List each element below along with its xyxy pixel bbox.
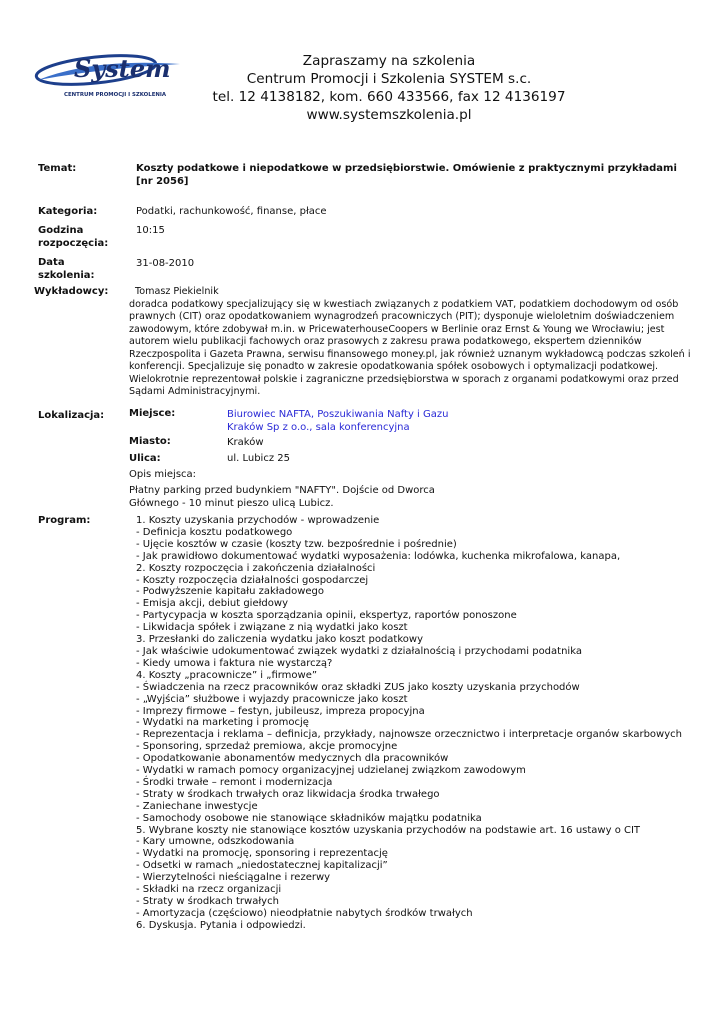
location-label: Lokalizacja: [38,410,105,421]
topic-label: Temat: [38,163,77,174]
header-website: www.systemszkolenia.pl [306,107,472,123]
place-value-line1[interactable]: Biurowiec NAFTA, Poszukiwania Nafty i Gazu [227,409,449,420]
header-contact: tel. 12 4138182, kom. 660 433566, fax 12 4136197 [212,89,566,105]
start-time-label [38,225,108,250]
place-value[interactable] [227,409,448,434]
logo-tagline: CENTRUM PROMOCJI I SZKOLENIA [64,92,167,98]
program-item: - Samochody osobowe nie stanowiące składników majątku podatnika [136,812,482,824]
program-label: Program: [38,515,91,526]
lecturer-name: Tomasz Piekielnik [135,286,219,297]
category-label: Kategoria: [38,206,98,217]
program-item: - Straty w środkach trwałych [136,896,279,907]
program-item: - Likwidacja spółek i związane z nią wydatki jako koszt [136,622,408,634]
place-description-label: Opis miejsca: [129,469,197,480]
program-item: - Opodatkowanie abonamentów medycznych dla pracowników [136,753,449,765]
header-company: Centrum Promocji i Szkolenia SYSTEM s.c. [246,71,532,87]
program-item: - Wydatki na promocję, sponsoring i reprezentację [136,848,388,860]
city-label: Miasto: [129,436,171,447]
street-label: Ulica: [129,453,161,464]
program-item: 2. Koszty rozpoczęcia i zakończenia działalności [136,562,376,574]
date-label-line1: Data [38,257,65,268]
program-item: - Kiedy umowa i faktura nie wystarczą? [136,657,333,669]
program-item: 1. Koszty uzyskania przychodów - wprowadzenie [136,515,380,526]
program-item: - Odsetki w ramach „niedostatecznej kapitalizacji” [136,860,388,872]
program-item: - Amortyzacja (częściowo) nieodpłatnie nabytych środków trwałych [136,907,473,919]
date-value: 31-08-2010 [136,258,195,269]
logo-brand-text: System [74,54,171,83]
lecturer-block [129,286,694,399]
start-time-label-line2: rozpoczęcia: [38,237,109,249]
program-item: - Jak właściwie udokumentować związek wydatki z działalnością i przychodami podatnika [136,645,582,657]
system-logo-graphic [34,50,184,100]
program-item: - Jak prawidłowo dokumentować wydatki wyposażenia: lodówka, kuchenka mikrofalowa, kanapa, [136,550,621,562]
date-label-line2: szkolenia: [38,269,95,281]
program-item: - Partycypacja w koszta sporządzania opinii, ekspertyz, raportów ponoszone [136,610,517,622]
header-invitation: Zapraszamy na szkolenia [302,53,476,69]
place-label: Miejsce: [129,408,176,419]
program-item: - Środki trwałe – remont i modernizacja [136,776,333,788]
start-time-label-line1: Godzina [38,225,84,236]
date-label [38,257,95,282]
program-item: - Sponsoring, sprzedaż premiowa, akcje promocyjne [136,741,398,753]
program-item: - Imprezy firmowe – festyn, jubileusz, impreza propocyjna [136,705,425,717]
start-time-value: 10:15 [136,225,165,236]
program-list [136,515,682,932]
program-item: - Świadczenia na rzecz pracowników oraz składki ZUS jako koszty uzyskania przychodów [136,681,580,693]
program-item: - Definicja kosztu podatkowego [136,526,293,538]
program-item: - Reprezentacja i reklama – definicja, przykłady, najnowsze orzecznictwo i interpretacje organów skarbowych [136,729,682,741]
lecturer-bio: doradca podatkowy specjalizujący się w kwestiach związanych z podatkiem VAT, podatkiem dochodowym od osób prawnych (CIT) oraz opodatkowaniem wynagrodzeń pracowniczych (PIT); dysponuje wieloletnim doświadczeniem zawodowym, które zdobywał m.in. w PricewaterhouseCoopers w Berlinie oraz Ernst & Young we Wrocławiu; jest autorem wielu publikacji fachowych oraz prasowych z zakresu prawa podatkowego, ekspertem dzienników Rzeczpospolita i Gazeta Prawna, serwisu finansowego money.pl, jak również uznanym wykładowcą podczas szkoleń i konferencji. Specjalizuje się ponadto w zakresie opodatkowania spółek osobowych i optymalizacji podatkowej. Wielokrotnie reprezentował polskie i zagraniczne przedsiębiorstwa w sporach z organami podatkowymi oraz przed Sądami Administracyjnymi. [129,298,691,397]
program-item: - Kary umowne, odszkodowania [136,836,295,848]
program-item: 6. Dyskusja. Pytania i odpowiedzi. [136,919,306,931]
program-item: - Wierzytelności nieściągalne i rezerwy [136,872,331,884]
place-description: Płatny parking przed budynkiem "NAFTY". Dojście od Dworca Głównego - 10 minut pieszo ulicą Lubicz. [129,485,435,509]
street-value: ul. Lubicz 25 [227,453,290,464]
program-item: - Składki na rzecz organizacji [136,884,282,896]
program-item: 5. Wybrane koszty nie stanowiące kosztów uzyskania przychodów na podstawie art. 16 ustawy o CIT [136,824,641,836]
program-item: - Zaniechane inwestycje [136,800,258,812]
company-logo [34,50,184,100]
program-item: - Ujęcie kosztów w czasie (koszty tzw. bezpośrednie i pośrednie) [136,538,457,550]
category-value: Podatki, rachunkowość, finanse, płace [136,206,327,217]
program-item: - Podwyższenie kapitału zakładowego [136,586,325,598]
program-item: - Wydatki na marketing i promocję [136,717,309,729]
topic-value: Koszty podatkowe i niepodatkowe w przedsiębiorstwie. Omówienie z praktycznymi przykładami [nr 2056] [136,163,677,187]
program-item: - Koszty rozpoczęcia działalności gospodarczej [136,574,369,586]
program-item: - Emisja akcji, debiut giełdowy [136,598,288,610]
program-item: - Wydatki w ramach pomocy organizacyjnej udzielanej związkom zawodowym [136,765,526,777]
city-value: Kraków [227,437,264,448]
place-value-line2[interactable]: Kraków Sp z o.o., sala konferencyjna [227,421,410,433]
program-item: 4. Koszty „pracownicze” i „firmowe” [136,669,318,681]
program-item: - „Wyjścia” służbowe i wyjazdy pracownicze jako koszt [136,693,408,705]
lecturers-label: Wykładowcy: [34,286,109,297]
program-item: 3. Przesłanki do zaliczenia wydatku jako koszt podatkowy [136,634,424,646]
page-header [200,52,578,124]
program-item: - Straty w środkach trwałych oraz likwidacja środka trwałego [136,788,440,800]
